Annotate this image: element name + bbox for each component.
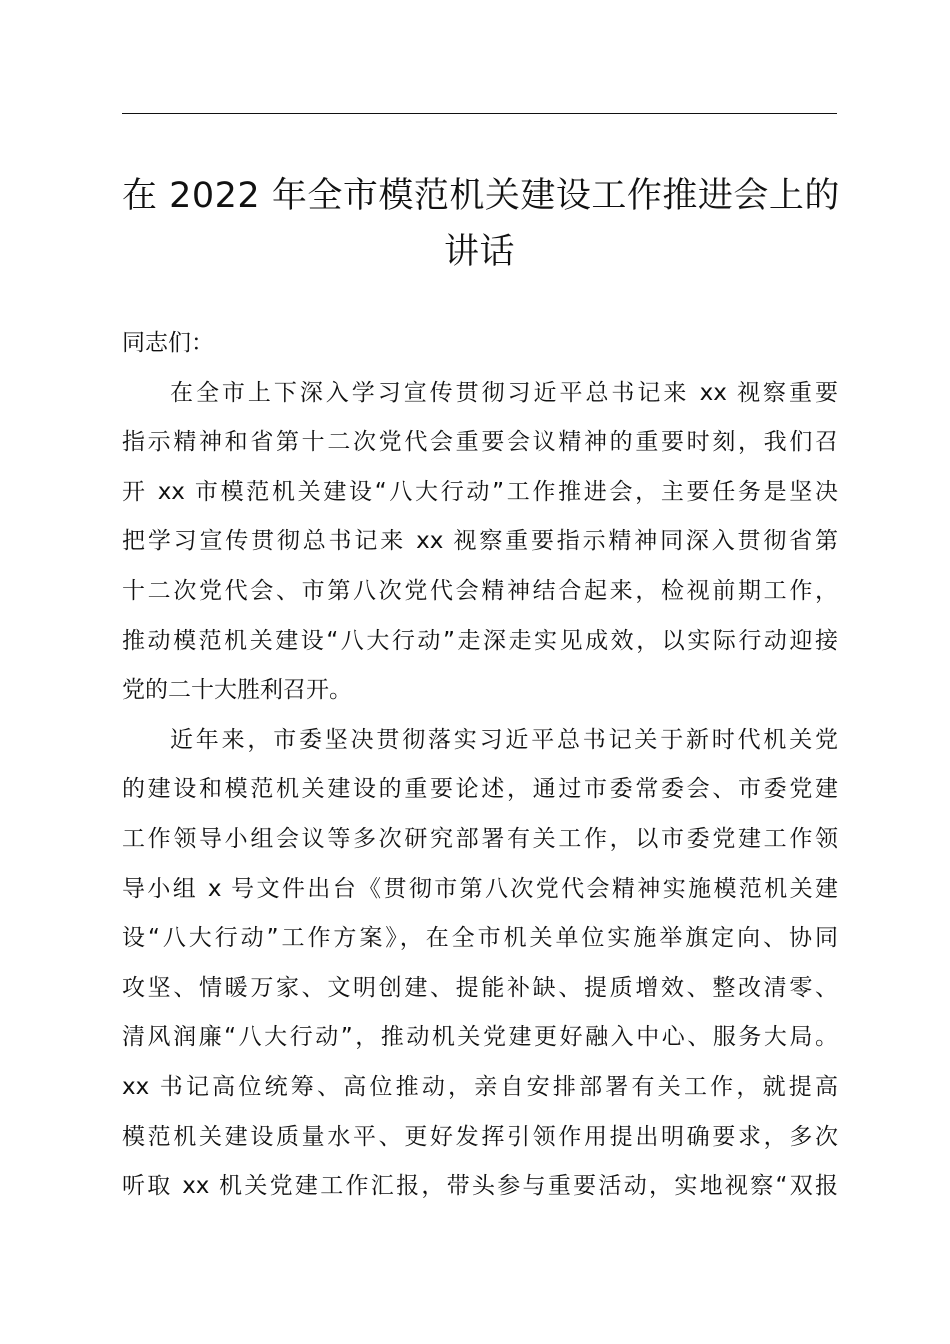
- paragraph-line: 工作领导小组会议等多次研究部署有关工作，以市委党建工作领: [122, 825, 838, 852]
- paragraph-line: 导小组 x 号文件出台《贯彻市第八次党代会精神实施模范机关建: [122, 875, 838, 902]
- paragraph-2: [122, 716, 838, 1212]
- paragraph-1: [122, 369, 838, 716]
- paragraph-line: 攻坚、情暖万家、文明创建、提能补缺、提质增效、整改清零、: [122, 974, 838, 1001]
- paragraph-line: 推动模范机关建设“八大行动”走深走实见成效，以实际行动迎接: [122, 627, 838, 654]
- paragraph-line: 的建设和模范机关建设的重要论述，通过市委常委会、市委党建: [122, 776, 838, 803]
- paragraph-line: 指示精神和省第十二次党代会重要会议精神的重要时刻，我们召: [122, 429, 838, 456]
- paragraph-line: 近年来，市委坚决贯彻落实习近平总书记关于新时代机关党: [170, 726, 838, 753]
- title-line: 讲话: [443, 232, 515, 272]
- salutation: 同志们：: [122, 330, 214, 356]
- document-body: [122, 319, 838, 1212]
- paragraph-line: 设“八大行动”工作方案》，在全市机关单位实施举旗定向、协同: [122, 925, 838, 952]
- title-line: 在 2022 年全市模范机关建设工作推进会上的: [122, 176, 840, 216]
- paragraph-line: 把学习宣传贯彻总书记来 xx 视察重要指示精神同深入贯彻省第: [122, 528, 838, 555]
- paragraph-line: 清风润廉“八大行动”，推动机关党建更好融入中心、服务大局。: [122, 1024, 838, 1051]
- paragraph-line: xx 书记高位统筹、高位推动，亲自安排部署有关工作，就提高: [122, 1073, 838, 1100]
- paragraph-line: 十二次党代会、市第八次党代会精神结合起来，检视前期工作，: [122, 577, 838, 604]
- paragraph-line: 开 xx 市模范机关建设“八大行动”工作推进会，主要任务是坚决: [122, 478, 838, 505]
- paragraph-line: 党的二十大胜利召开。: [122, 677, 352, 704]
- header-rule: [122, 113, 837, 114]
- paragraph-line: 模范机关建设质量水平、更好发挥引领作用提出明确要求，多次: [122, 1123, 838, 1150]
- paragraph-line: 听取 xx 机关党建工作汇报，带头参与重要活动，实地视察“双报: [122, 1173, 838, 1200]
- paragraph-line: 在全市上下深入学习宣传贯彻习近平总书记来 xx 视察重要: [170, 379, 838, 406]
- document-title: [122, 168, 840, 280]
